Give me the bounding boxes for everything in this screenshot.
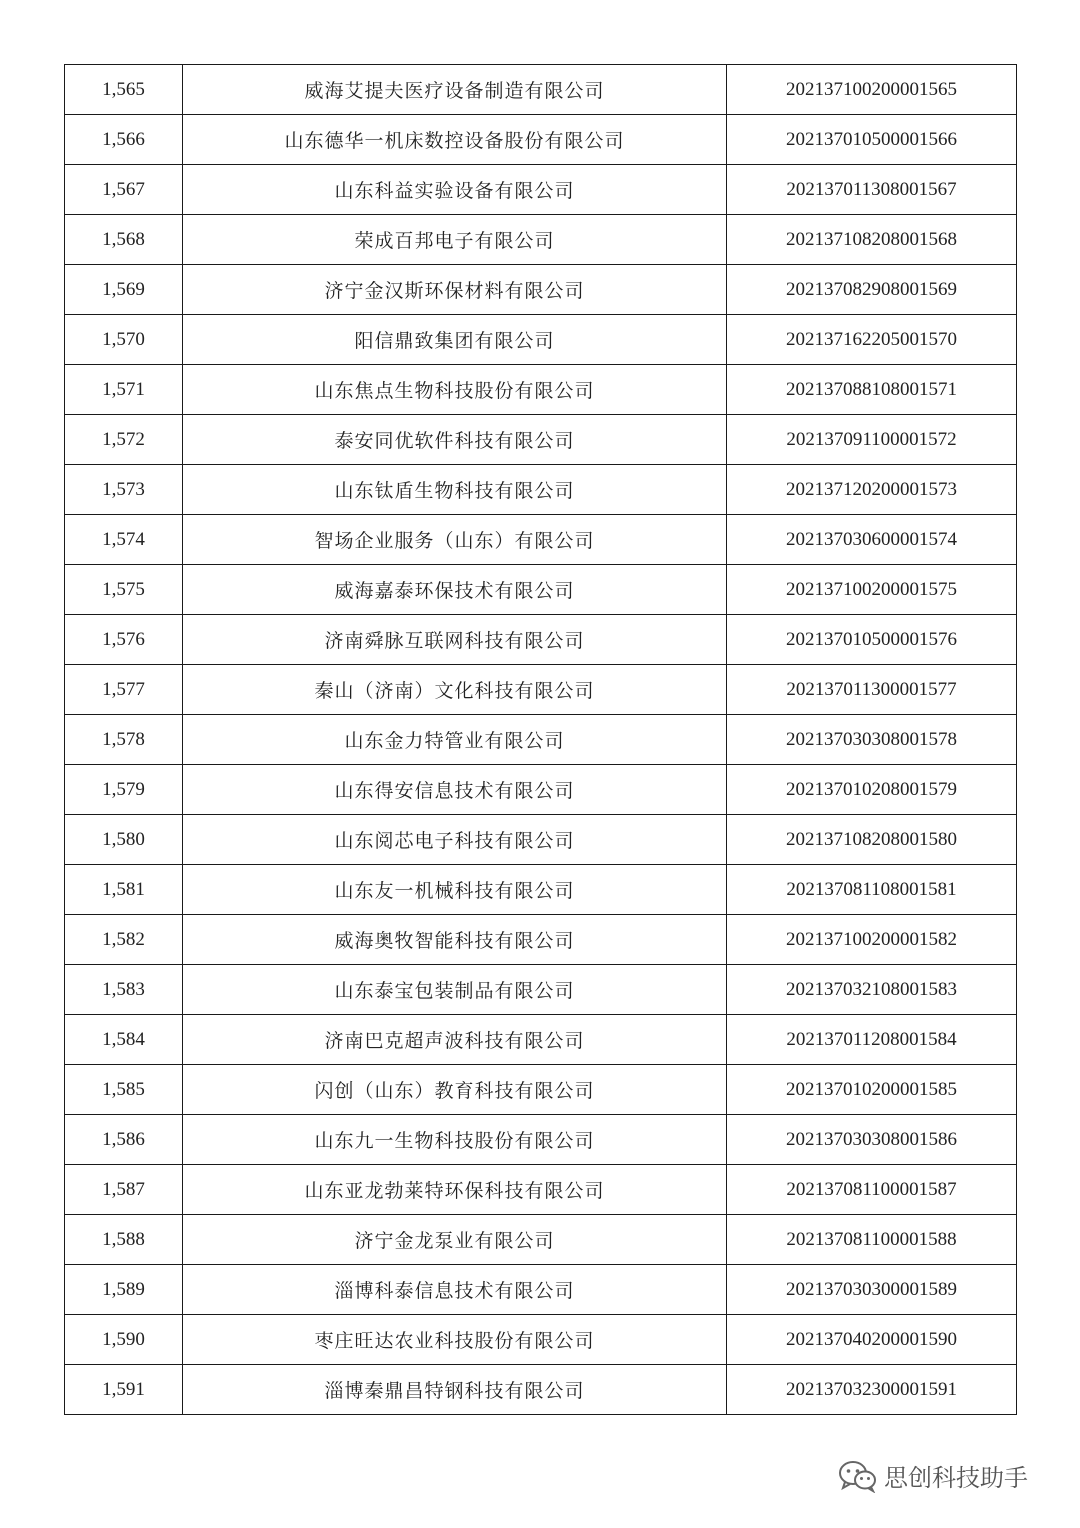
- registration-code-cell: 202137100200001565: [727, 65, 1017, 115]
- serial-number-cell: 1,567: [65, 165, 183, 215]
- table-row: [65, 415, 1017, 465]
- table-row: [65, 1065, 1017, 1115]
- registration-code-cell: 202137120200001573: [727, 465, 1017, 515]
- company-name-cell: 济南巴克超声波科技有限公司: [183, 1015, 727, 1065]
- serial-number-cell: 1,582: [65, 915, 183, 965]
- company-name-cell: 秦山（济南）文化科技有限公司: [183, 665, 727, 715]
- table-row: [65, 165, 1017, 215]
- company-name-cell: 山东金力特管业有限公司: [183, 715, 727, 765]
- serial-number-cell: 1,585: [65, 1065, 183, 1115]
- serial-number-cell: 1,569: [65, 265, 183, 315]
- registration-code-cell: 202137081100001588: [727, 1215, 1017, 1265]
- table-row: [65, 1115, 1017, 1165]
- registration-code-cell: 202137030300001589: [727, 1265, 1017, 1315]
- registration-code-cell: 202137032108001583: [727, 965, 1017, 1015]
- table-row: [65, 265, 1017, 315]
- table-row: [65, 465, 1017, 515]
- table-row: [65, 1315, 1017, 1365]
- watermark-text: 思创科技助手: [884, 1464, 1028, 1492]
- table-row: [65, 515, 1017, 565]
- serial-number-cell: 1,580: [65, 815, 183, 865]
- table-body: [65, 65, 1017, 1415]
- registration-code-cell: 202137011308001567: [727, 165, 1017, 215]
- table-row: [65, 315, 1017, 365]
- company-name-cell: 智场企业服务（山东）有限公司: [183, 515, 727, 565]
- table-row: [65, 115, 1017, 165]
- company-name-cell: 山东焦点生物科技股份有限公司: [183, 365, 727, 415]
- registration-code-cell: 202137030308001578: [727, 715, 1017, 765]
- company-name-cell: 山东得安信息技术有限公司: [183, 765, 727, 815]
- serial-number-cell: 1,586: [65, 1115, 183, 1165]
- company-name-cell: 山东九一生物科技股份有限公司: [183, 1115, 727, 1165]
- registration-code-cell: 202137081100001587: [727, 1165, 1017, 1215]
- company-name-cell: 泰安同优软件科技有限公司: [183, 415, 727, 465]
- serial-number-cell: 1,581: [65, 865, 183, 915]
- company-name-cell: 淄博秦鼎昌特钢科技有限公司: [183, 1365, 727, 1415]
- company-name-cell: 闪创（山东）教育科技有限公司: [183, 1065, 727, 1115]
- table-row: [65, 615, 1017, 665]
- company-name-cell: 济宁金龙泵业有限公司: [183, 1215, 727, 1265]
- company-name-cell: 山东科益实验设备有限公司: [183, 165, 727, 215]
- table-row: [65, 1165, 1017, 1215]
- serial-number-cell: 1,574: [65, 515, 183, 565]
- table-row: [65, 1265, 1017, 1315]
- table-row: [65, 665, 1017, 715]
- company-name-cell: 山东德华一机床数控设备股份有限公司: [183, 115, 727, 165]
- company-name-cell: 淄博科泰信息技术有限公司: [183, 1265, 727, 1315]
- registration-code-cell: 202137032300001591: [727, 1365, 1017, 1415]
- serial-number-cell: 1,565: [65, 65, 183, 115]
- table-row: [65, 65, 1017, 115]
- company-name-cell: 威海奥牧智能科技有限公司: [183, 915, 727, 965]
- table-row: [65, 715, 1017, 765]
- company-registry-table: [64, 64, 1017, 1415]
- company-registry-table-container: [64, 64, 1016, 1415]
- company-name-cell: 济宁金汉斯环保材料有限公司: [183, 265, 727, 315]
- table-row: [65, 915, 1017, 965]
- company-name-cell: 山东泰宝包装制品有限公司: [183, 965, 727, 1015]
- table-row: [65, 565, 1017, 615]
- registration-code-cell: 202137030600001574: [727, 515, 1017, 565]
- table-row: [65, 1365, 1017, 1415]
- serial-number-cell: 1,579: [65, 765, 183, 815]
- serial-number-cell: 1,588: [65, 1215, 183, 1265]
- company-name-cell: 威海嘉泰环保技术有限公司: [183, 565, 727, 615]
- company-name-cell: 荣成百邦电子有限公司: [183, 215, 727, 265]
- registration-code-cell: 202137011300001577: [727, 665, 1017, 715]
- serial-number-cell: 1,566: [65, 115, 183, 165]
- registration-code-cell: 202137108208001568: [727, 215, 1017, 265]
- company-name-cell: 阳信鼎致集团有限公司: [183, 315, 727, 365]
- serial-number-cell: 1,576: [65, 615, 183, 665]
- registration-code-cell: 202137011208001584: [727, 1015, 1017, 1065]
- registration-code-cell: 202137091100001572: [727, 415, 1017, 465]
- serial-number-cell: 1,583: [65, 965, 183, 1015]
- table-row: [65, 1015, 1017, 1065]
- serial-number-cell: 1,584: [65, 1015, 183, 1065]
- registration-code-cell: 202137088108001571: [727, 365, 1017, 415]
- serial-number-cell: 1,590: [65, 1315, 183, 1365]
- table-row: [65, 1215, 1017, 1265]
- registration-code-cell: 202137100200001575: [727, 565, 1017, 615]
- company-name-cell: 山东友一机械科技有限公司: [183, 865, 727, 915]
- table-row: [65, 865, 1017, 915]
- table-row: [65, 215, 1017, 265]
- registration-code-cell: 202137040200001590: [727, 1315, 1017, 1365]
- serial-number-cell: 1,575: [65, 565, 183, 615]
- company-name-cell: 枣庄旺达农业科技股份有限公司: [183, 1315, 727, 1365]
- table-row: [65, 765, 1017, 815]
- registration-code-cell: 202137010500001576: [727, 615, 1017, 665]
- serial-number-cell: 1,589: [65, 1265, 183, 1315]
- registration-code-cell: 202137030308001586: [727, 1115, 1017, 1165]
- serial-number-cell: 1,578: [65, 715, 183, 765]
- serial-number-cell: 1,568: [65, 215, 183, 265]
- registration-code-cell: 202137010208001579: [727, 765, 1017, 815]
- wechat-icon: [838, 1459, 878, 1493]
- registration-code-cell: 202137100200001582: [727, 915, 1017, 965]
- watermark: [838, 1458, 1028, 1493]
- company-name-cell: 济南舜脉互联网科技有限公司: [183, 615, 727, 665]
- company-name-cell: 山东亚龙勃莱特环保科技有限公司: [183, 1165, 727, 1215]
- serial-number-cell: 1,577: [65, 665, 183, 715]
- table-row: [65, 365, 1017, 415]
- serial-number-cell: 1,591: [65, 1365, 183, 1415]
- company-name-cell: 山东钛盾生物科技有限公司: [183, 465, 727, 515]
- serial-number-cell: 1,573: [65, 465, 183, 515]
- serial-number-cell: 1,587: [65, 1165, 183, 1215]
- serial-number-cell: 1,572: [65, 415, 183, 465]
- serial-number-cell: 1,571: [65, 365, 183, 415]
- registration-code-cell: 202137081108001581: [727, 865, 1017, 915]
- table-row: [65, 965, 1017, 1015]
- table-row: [65, 815, 1017, 865]
- serial-number-cell: 1,570: [65, 315, 183, 365]
- company-name-cell: 山东阅芯电子科技有限公司: [183, 815, 727, 865]
- registration-code-cell: 202137108208001580: [727, 815, 1017, 865]
- registration-code-cell: 202137082908001569: [727, 265, 1017, 315]
- company-name-cell: 威海艾提夫医疗设备制造有限公司: [183, 65, 727, 115]
- registration-code-cell: 202137010200001585: [727, 1065, 1017, 1115]
- registration-code-cell: 202137162205001570: [727, 315, 1017, 365]
- registration-code-cell: 202137010500001566: [727, 115, 1017, 165]
